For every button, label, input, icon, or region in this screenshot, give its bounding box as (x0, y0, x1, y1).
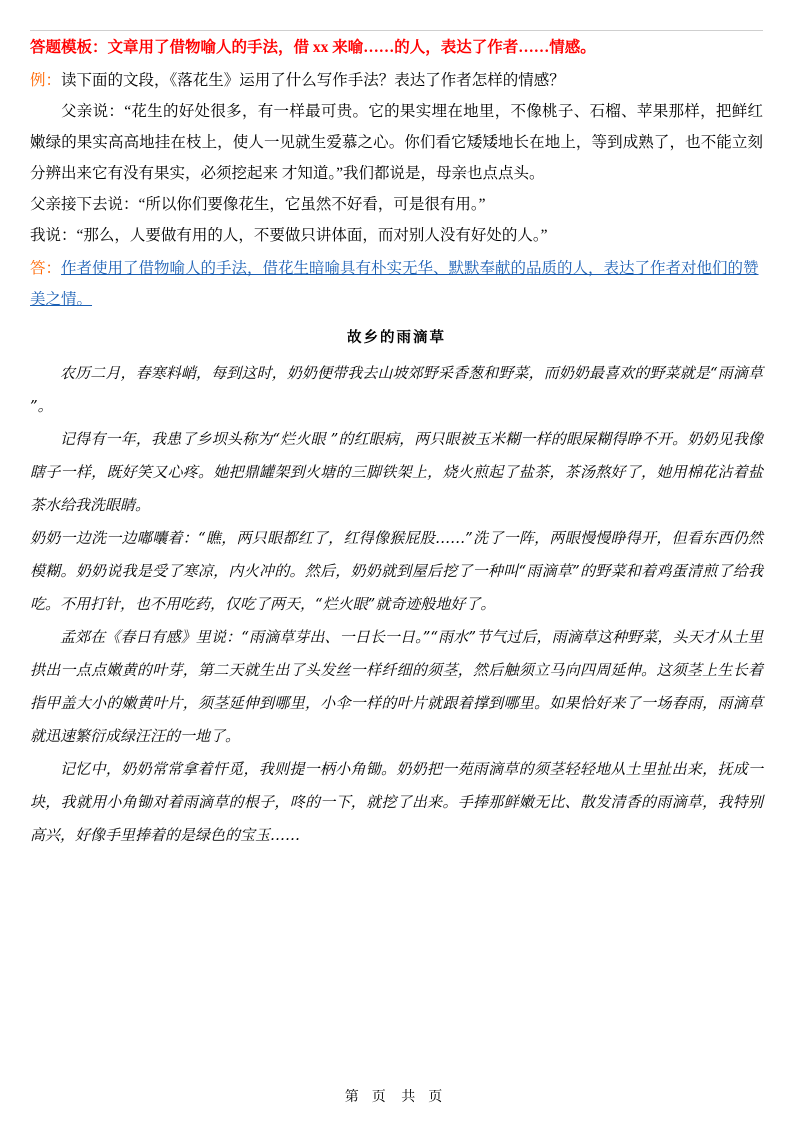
answer-template-label: 答题模板： (30, 39, 108, 56)
page-footer (0, 1086, 793, 1106)
footer-prefix: 第 (344, 1090, 365, 1105)
footer-suffix: 页 (428, 1090, 449, 1105)
article-paragraph: 农历二月，春寒料峭，每到这时，奶奶便带我去山坡郊野采香葱和野菜，而奶奶最喜欢的野菜就是“雨滴草 ”。 (30, 364, 763, 415)
article-block (30, 325, 763, 852)
passage-paragraph: 我说：“那么，人要做有用的人，不要做只讲体面，而对别人没有好处的人。” (30, 227, 548, 244)
example-question-text: 读下面的文段，《落花生》运用了什么写作手法？表达了作者怎样的情感？ (61, 72, 565, 89)
passage-paragraph: 父亲接下去说：“所以你们要像花生，它虽然不好看，可是很有用。” (30, 196, 486, 213)
article-paragraph: 记忆中，奶奶常常拿着忓觅，我则提一柄小角锄。奶奶把一苑雨滴草的须茎轻轻地从土里扯出来，抚成一块，我就用小角锄对着雨滴草的根子，咚的一下，就挖了出来。手捧那鲜嫩无比、散发清香的雨滴草，我特别高兴，好像手里捧着的是绿色的宝玉…… (30, 760, 763, 844)
answer-template-text: 文章用了借物喻人的手法，借 xx 来喻……的人，表达了作者……情感。 (107, 39, 596, 56)
article-title: 故乡的雨滴草 (347, 329, 446, 346)
page-top-rule (30, 30, 763, 31)
article-paragraph: 奶奶一边洗一边嘟囔着：“瞧，两只眼都红了，红得像猴屁股……”洗了一阵，两眼慢慢睁得开，但看东西仍然模糊。奶奶说我是受了寒凉，内火冲的。然后，奶奶就到屋后挖了一种叫“雨滴草”的野菜和着鸡蛋清煎了给我吃。不用打针，也不用吃药，仅吃了两天，“烂火眼”就奇迹般地好了。 (30, 529, 763, 613)
passage-paragraph: 父亲说：“花生的好处很多，有一样最可贵。它的果实埋在地里，不像桃子、石榴、苹果那样，把鲜红嫩绿的果实高高地挂在枝上，使人一见就生爱慕之心。你们看它矮矮地长在地上，等到成熟了，也不能立刻分辨出来它有没有果实，必须挖起来 才知道。”我们都说是，母亲也点点头。 (30, 103, 763, 182)
footer-middle: 页 共 (371, 1090, 422, 1105)
article-paragraph: 孟郊在《春日有感》里说：“雨滴草芽出、一日长一日。”“雨水”节气过后，雨滴草这种野菜，头天才从土里拱出一点点嫩黄的叶芽，第二天就生出了头发丝一样纤细的须茎，然后触须立马向四周延伸。这须茎上生长着指甲盖大小的嫩黄叶片，须茎延伸到哪里，小伞一样的叶片就跟着撑到哪里。如果恰好来了一场春雨，雨滴草就迅速繁衍成绿汪汪的一地了。 (30, 628, 763, 745)
passage-block (30, 96, 763, 251)
example-marker: 例： (30, 72, 62, 89)
example-question (30, 66, 763, 96)
article-paragraph: 记得有一年，我患了乡坝头称为“烂火眼 ”的红眼病，两只眼被玉米糊一样的眼屎糊得睁不开。奶奶见我像瞎子一样，既好笑又心疼。她把鼎罐架到火塘的三脚铁架上，烧火煎起了盐茶，茶汤熬好了，她用棉花沾着盐茶水给我洗眼睛。 (30, 430, 763, 514)
answer-template-line (30, 34, 763, 62)
answer-label: 答： (30, 260, 62, 277)
answer-text: 作者使用了借物喻人的手法，借花生暗喻具有朴实无华、默默奉献的品质的人，表达了作者对他们的赞美之情。 (30, 260, 759, 308)
answer-block (30, 253, 763, 315)
footer-page-number (365, 1090, 372, 1105)
